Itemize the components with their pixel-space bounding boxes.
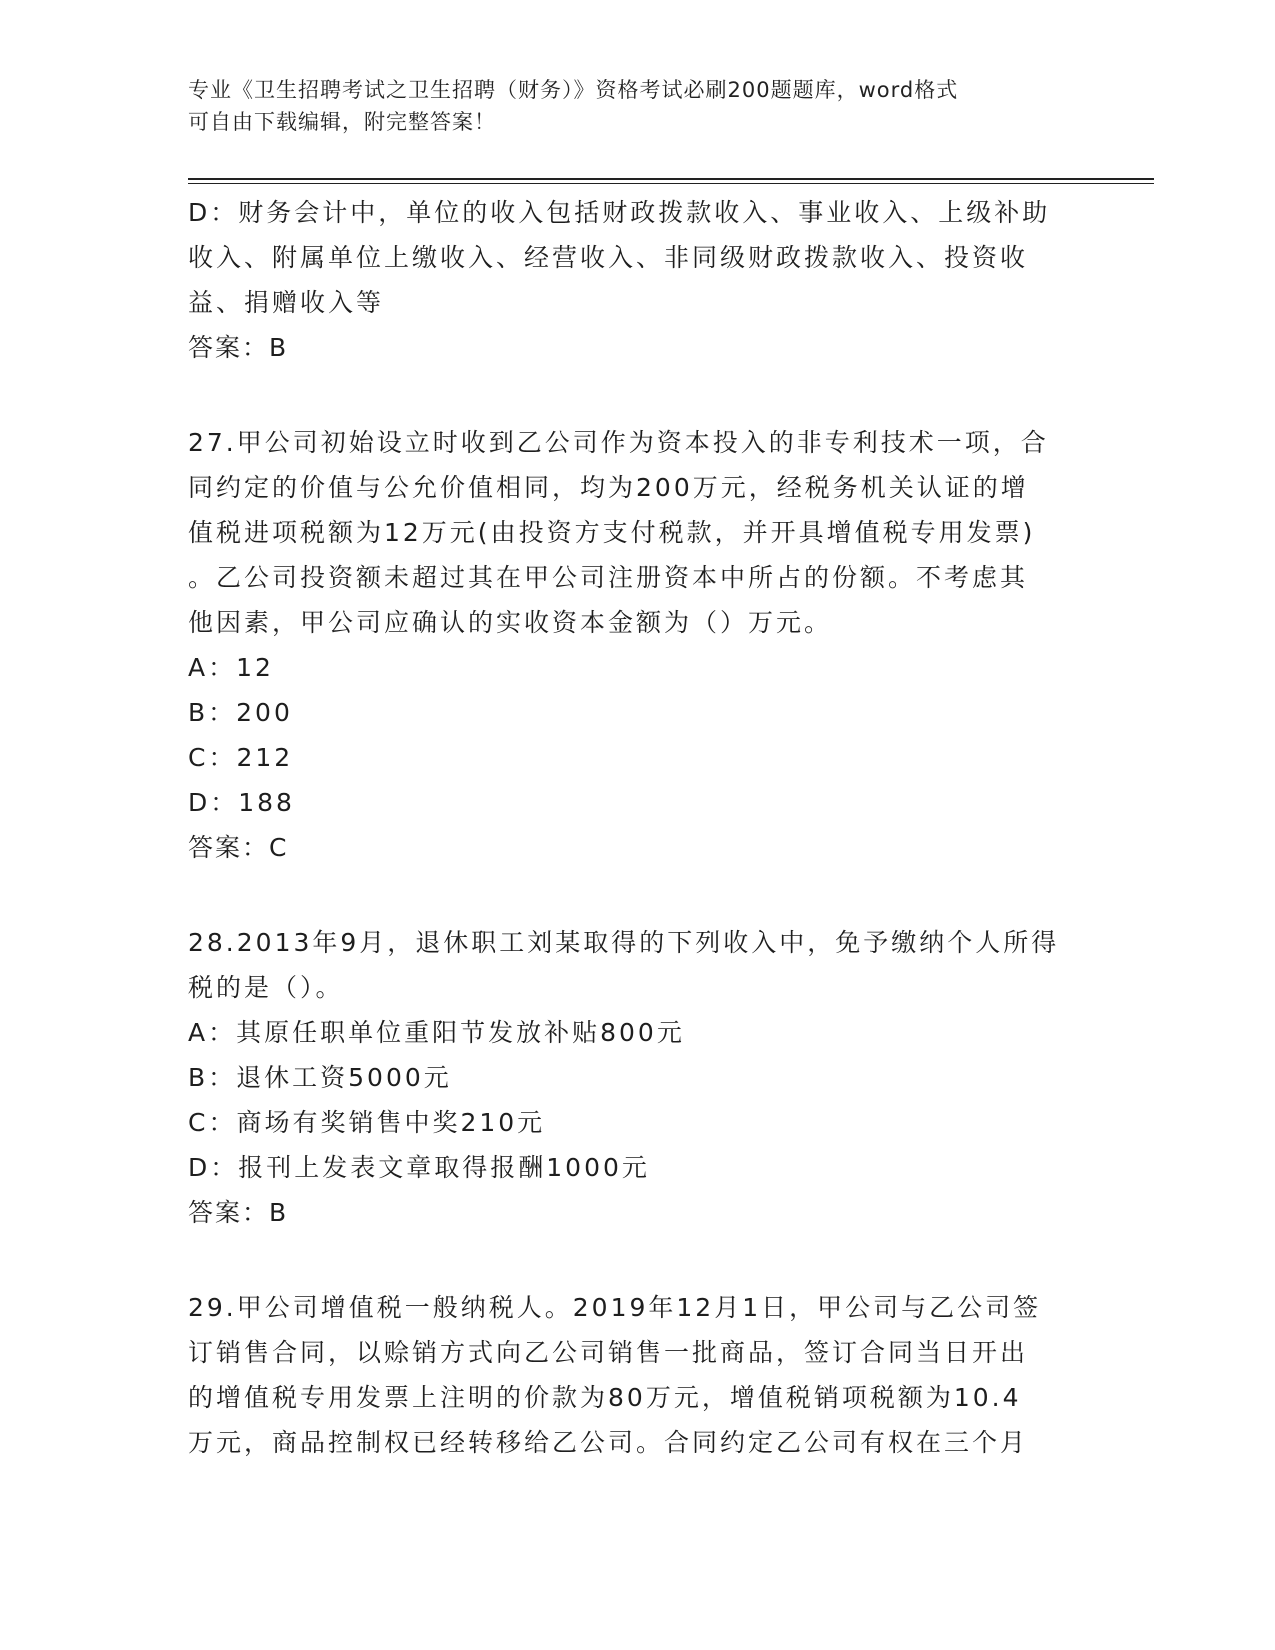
question-28 [188,920,1088,1235]
question-26-continuation [188,190,1088,370]
question-27 [188,420,1088,870]
answer-line: 答案：B [188,1198,289,1227]
header-line-1: 专业《卫生招聘考试之卫生招聘（财务）》资格考试必刷200题题库，word格式 [188,78,959,102]
question-stem-line: 订销售合同，以赊销方式向乙公司销售一批商品，签订合同当日开出 [188,1338,1029,1367]
question-stem-line: 27.甲公司初始设立时收到乙公司作为资本投入的非专利技术一项，合 [188,428,1049,457]
option-d-line: 益、捐赠收入等 [188,288,385,317]
spacer [188,370,1088,420]
option-d-line: 收入、附属单位上缴收入、经营收入、非同级财政拨款收入、投资收 [188,243,1029,272]
question-stem-line: 。乙公司投资额未超过其在甲公司注册资本中所占的份额。不考虑其 [188,563,1029,592]
document-header [188,74,1088,138]
question-29 [188,1285,1088,1465]
spacer [188,870,1088,920]
option-b: B：退休工资5000元 [188,1063,452,1092]
answer-line: 答案：B [188,333,289,362]
question-stem-line: 税的是（）。 [188,973,344,1002]
header-line-2: 可自由下载编辑，附完整答案！ [188,110,496,134]
spacer [188,1235,1088,1285]
question-stem-line: 29.甲公司增值税一般纳税人。2019年12月1日，甲公司与乙公司签 [188,1293,1042,1322]
option-c: C：212 [188,743,294,772]
header-divider-thin [188,183,1154,184]
document-body [188,190,1088,1465]
option-d: D：188 [188,788,295,817]
option-a: A：其原任职单位重阳节发放补贴800元 [188,1018,685,1047]
question-stem-line: 值税进项税额为12万元(由投资方支付税款，并开具增值税专用发票) [188,518,1036,547]
option-a: A：12 [188,653,274,682]
answer-line: 答案：C [188,833,289,862]
option-b: B：200 [188,698,293,727]
option-d-line: D：财务会计中，单位的收入包括财政拨款收入、事业收入、上级补助 [188,198,1051,227]
question-stem-line: 万元，商品控制权已经转移给乙公司。合同约定乙公司有权在三个月 [188,1428,1029,1457]
option-d: D：报刊上发表文章取得报酬1000元 [188,1153,650,1182]
question-stem-line: 28.2013年9月，退休职工刘某取得的下列收入中，免予缴纳个人所得 [188,928,1060,957]
option-c: C：商场有奖销售中奖210元 [188,1108,546,1137]
question-stem-line: 他因素，甲公司应确认的实收资本金额为（）万元。 [188,608,833,637]
header-divider-thick [188,178,1154,180]
question-stem-line: 同约定的价值与公允价值相同，均为200万元，经税务机关认证的增 [188,473,1029,502]
question-stem-line: 的增值税专用发票上注明的价款为80万元，增值税销项税额为10.4 [188,1383,1022,1412]
